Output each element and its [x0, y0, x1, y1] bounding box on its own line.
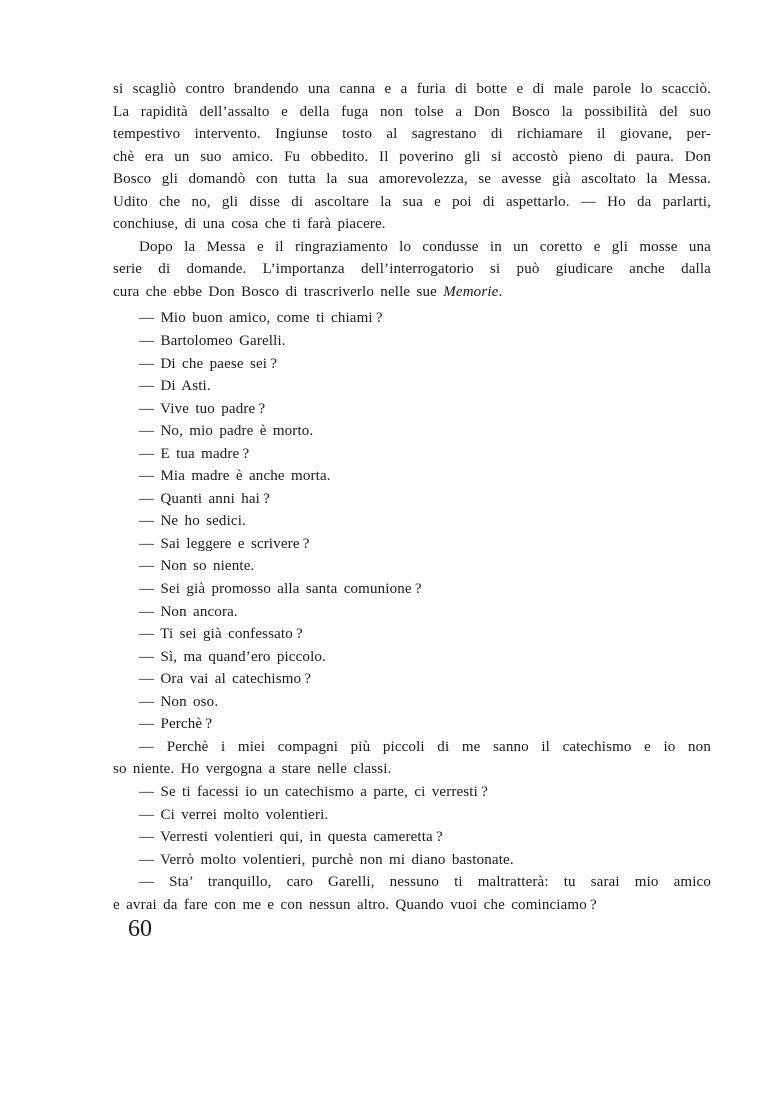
text-line: conchiuse, di una cosa che ti farà piacere.	[113, 216, 386, 233]
text-line: — Non oso.	[139, 693, 219, 710]
text-line: so niente. Ho vergogna a stare nelle classi.	[113, 761, 392, 778]
text-line: Bosco gli domandò con tutta la sua amorevolezza, se avesse già ascoltato la Messa.	[113, 171, 711, 188]
text-line: — E tua madre ?	[139, 445, 250, 462]
text-line: — Perchè ?	[139, 716, 213, 733]
text-line: — Sai leggere e scrivere ?	[139, 535, 310, 552]
text-line: e avrai da fare con me e con nessun altro. Quando vuoi che cominciamo ?	[113, 896, 597, 913]
text-line: — No, mio padre è morto.	[139, 423, 314, 440]
page-text	[113, 0, 711, 916]
text-run: cura che ebbe Don Bosco di trascriverlo nelle sue	[113, 283, 444, 300]
text-line: — Vive tuo padre ?	[139, 400, 266, 417]
text-line: — Verrò molto volentieri, purchè non mi diano bastonate.	[139, 851, 514, 868]
text-line: — Ti sei già confessato ?	[139, 626, 303, 643]
text-line: — Ne ho sedici.	[139, 513, 246, 530]
text-line: si scagliò contro brandendo una canna e a furia di botte e di male parole lo scacciò.	[113, 81, 711, 97]
text-line: Dopo la Messa e il ringraziamento lo condusse in un coretto e gli mosse una	[139, 238, 711, 255]
text-line: — Sì, ma quand’ero piccolo.	[139, 648, 326, 665]
page-number: 60	[128, 916, 152, 942]
text-line: — Perchè i miei compagni più piccoli di me sanno il catechismo e io non	[139, 738, 711, 755]
text-line: tempestivo intervento. Ingiunse tosto al sagrestano di richiamare il giovane, per-	[113, 126, 711, 143]
text-line: Udito che no, gli disse di ascoltare la sua e poi di aspettarlo. — Ho da parlarti,	[113, 193, 711, 210]
text-line: — Mio buon amico, come ti chiami ?	[139, 310, 383, 327]
text-line: — Mia madre è anche morta.	[139, 468, 331, 485]
text-run: .	[498, 283, 503, 300]
text-line: — Quanti anni hai ?	[139, 490, 270, 507]
text-line: serie di domande. L’importanza dell’interrogatorio si può giudicare anche dalla	[113, 261, 711, 278]
text-line: — Sei già promosso alla santa comunione ?	[139, 581, 422, 598]
text-line: — Se ti facessi io un catechismo a parte, ci verresti ?	[139, 783, 488, 800]
text-line: — Bartolomeo Garelli.	[139, 333, 286, 350]
text-line: chè era un suo amico. Fu obbedito. Il poverino gli si accostò pieno di paura. Don	[113, 148, 711, 165]
text-line: — Verresti volentieri qui, in questa cameretta ?	[139, 829, 443, 846]
text-line: — Di che paese sei ?	[139, 355, 278, 372]
text-line: — Non so niente.	[139, 558, 255, 575]
text-line: La rapidità dell’assalto e della fuga non tolse a Don Bosco la possibilità del suo	[113, 103, 711, 120]
italic-text: Memorie	[443, 283, 499, 300]
text-line: — Sta’ tranquillo, caro Garelli, nessuno ti maltratterà: tu sarai mio amico	[139, 874, 711, 891]
text-line: — Non ancora.	[139, 603, 238, 620]
text-line: — Di Asti.	[139, 378, 211, 395]
text-line: — Ci verrei molto volentieri.	[139, 806, 329, 823]
text-line: — Ora vai al catechismo ?	[139, 671, 312, 688]
text-line	[113, 281, 711, 304]
